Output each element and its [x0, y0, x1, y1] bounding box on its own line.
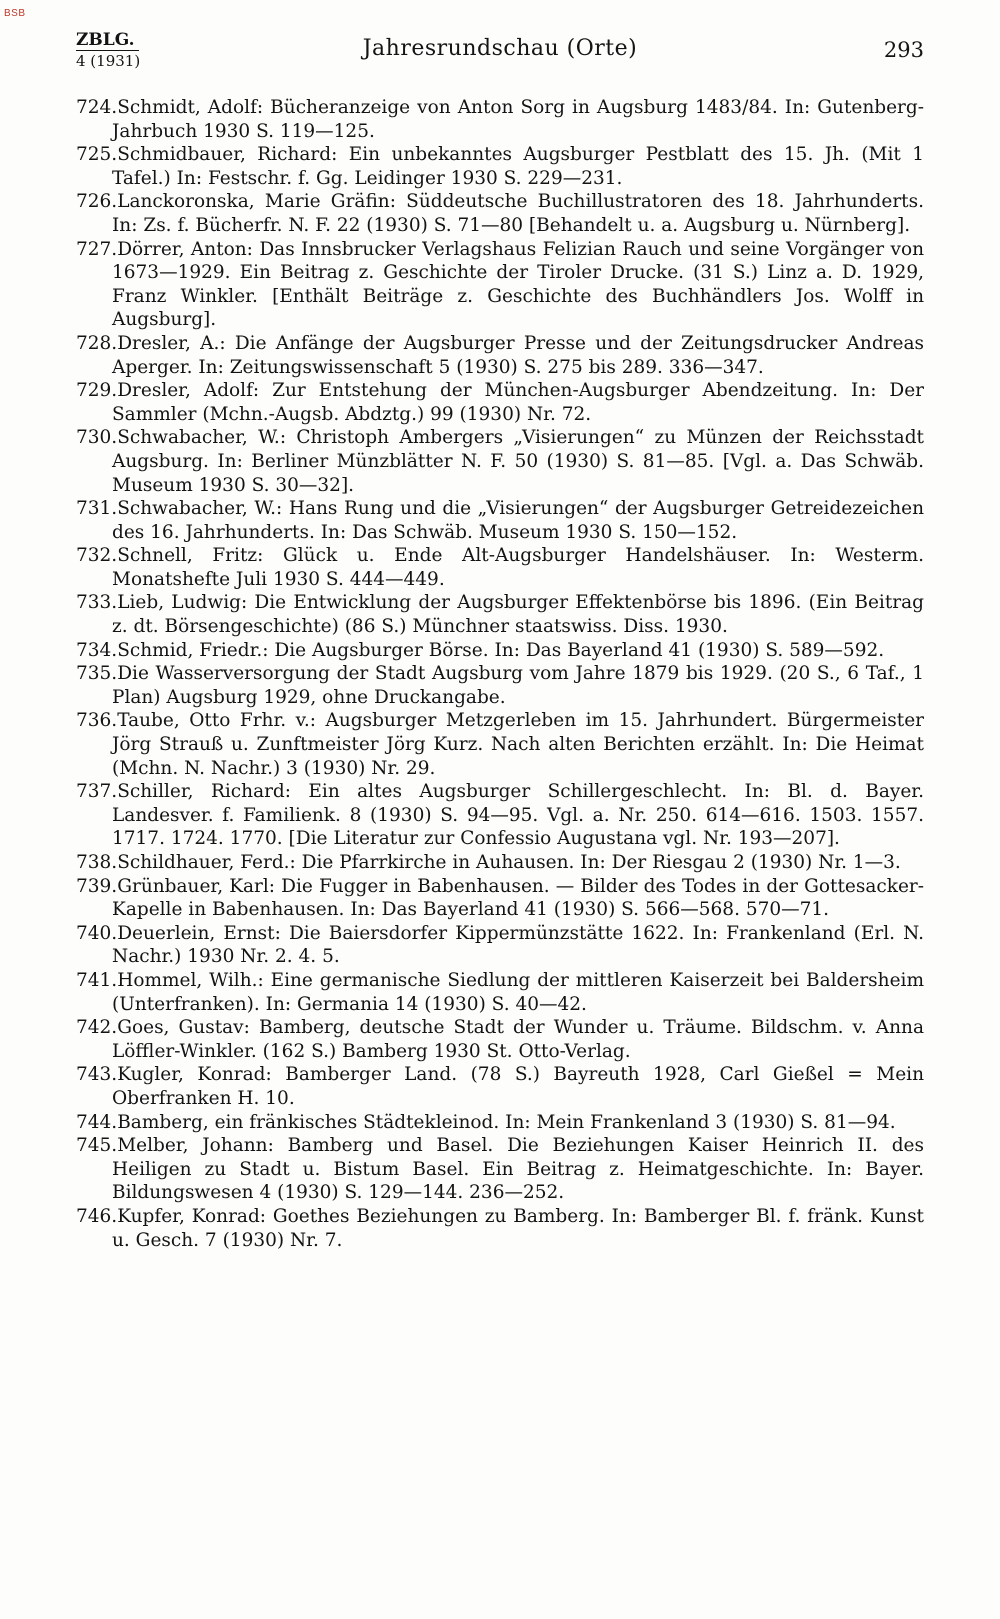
entry-number: 733.: [76, 592, 118, 614]
entry-text: Schnell, Fritz: Glück u. Ende Alt-Augsburger Handelshäuser. In: Westerm. Monatshefte Juli 1930 S. 444—449.: [112, 545, 924, 590]
bibliography-entry: [76, 1205, 924, 1252]
entry-text: Dresler, A.: Die Anfänge der Augsburger Presse und der Zeitungsdrucker Andreas Aperger. In: Zeitungswissenschaft 5 (1930) S. 275 bis 289. 336—347.: [112, 332, 924, 378]
page-number: 293: [883, 38, 924, 62]
bibliography-entry: [76, 662, 924, 709]
entry-number: 731.: [76, 498, 118, 520]
entry-number: 746.: [76, 1205, 118, 1227]
entry-text: Hommel, Wilh.: Eine germanische Siedlung der mittleren Kaiserzeit bei Baldersheim (Unterfranken). In: Germania 14 (1930) S. 40—42.: [112, 969, 924, 1015]
entry-text: Kugler, Konrad: Bamberger Land. (78 S.) Bayreuth 1928, Carl Gießel = Mein Oberfranken H. 10.: [112, 1064, 924, 1109]
bibliography-entry: [76, 591, 924, 638]
entry-text: Kupfer, Konrad: Goethes Beziehungen zu Bamberg. In: Bamberger Bl. f. fränk. Kunst u. Gesch. 7 (1930) Nr. 7.: [112, 1205, 924, 1251]
entry-text: Schwabacher, W.: Christoph Ambergers „Visierungen“ zu Münzen der Reichsstadt Augsburg. In: Berliner Münzblätter N. F. 50 (1930) S. 81—85. [Vgl. a. Das Schwäb. Museum 1930 S. 30—32].: [112, 427, 924, 496]
bibliography-entry: [76, 969, 924, 1016]
bibliography-entry: [76, 780, 924, 851]
entry-number: 735.: [76, 663, 118, 685]
bibliography-entry: [76, 1016, 924, 1063]
running-title: Jahresrundschau (Orte): [362, 36, 638, 61]
bibliography-entry: [76, 709, 924, 780]
journal-volume: 4 (1931): [76, 52, 141, 70]
bibliography-entry: [76, 379, 924, 426]
bibliography-entries: [76, 96, 924, 1516]
bibliography-entry: [76, 1063, 924, 1110]
bibliography-entry: [76, 190, 924, 237]
bibliography-entry: [76, 544, 924, 591]
bibliography-entry: [76, 639, 924, 663]
entry-text: Schmidbauer, Richard: Ein unbekanntes Augsburger Pestblatt des 15. Jh. (Mit 1 Tafel.) In: Festschr. f. Gg. Leidinger 1930 S. 229—231.: [112, 144, 924, 189]
entry-text: Lieb, Ludwig: Die Entwicklung der Augsburger Effektenbörse bis 1896. (Ein Beitrag z. dt. Börsengeschichte) (86 S.) Münchner staatswiss. Diss. 1930.: [112, 592, 924, 638]
entry-number: 741.: [76, 969, 118, 991]
entry-number: 724.: [76, 97, 118, 118]
entry-number: 732.: [76, 545, 118, 567]
entry-number: 736.: [76, 710, 118, 732]
entry-number: 739.: [76, 875, 118, 897]
bibliography-entry: [76, 922, 924, 969]
entry-text: Grünbauer, Karl: Die Fugger in Babenhausen. — Bilder des Todes in der Gottesacker-Kapelle in Babenhausen. In: Das Bayerland 41 (1930) S. 566—568. 570—71.: [112, 875, 924, 921]
entry-number: 725.: [76, 144, 118, 166]
entry-text: Goes, Gustav: Bamberg, deutsche Stadt der Wunder u. Träume. Bildschm. v. Anna Löffler-Winkler. (162 S.) Bamberg 1930 St. Otto-Verlag.: [112, 1017, 924, 1062]
bibliography-entry: [76, 1111, 924, 1135]
entry-number: 734.: [76, 639, 118, 661]
entry-text: Lanckoronska, Marie Gräfin: Süddeutsche Buchillustratoren des 18. Jahrhunderts. In: Zs. f. Bücherfr. N. F. 22 (1930) S. 71—80 [Behandelt u. a. Augsburg u. Nürnberg].: [112, 191, 924, 236]
bibliography-entry: [76, 851, 924, 875]
entry-number: 743.: [76, 1064, 118, 1086]
entry-text: Melber, Johann: Bamberg und Basel. Die Beziehungen Kaiser Heinrich II. des Heiligen zu Stadt u. Bistum Basel. Ein Beitrag z. Heimatgeschichte. In: Bayer. Bildungswesen 4 (1930) S. 129—144. 236—252.: [112, 1135, 924, 1204]
entry-number: 730.: [76, 427, 118, 449]
entry-text: Dörrer, Anton: Das Innsbrucker Verlagshaus Felizian Rauch und seine Vorgänger von 1673—1929. Ein Beitrag z. Geschichte der Tiroler Drucke. (31 S.) Linz a. D. 1929, Franz Winkler. [Enthält Beiträge z. Geschichte des Buchhändlers Jos. Wolff in Augsburg].: [112, 238, 924, 331]
bibliography-entry: [76, 332, 924, 379]
library-watermark: BSB: [4, 8, 26, 19]
bibliography-entry: [76, 96, 924, 143]
bibliography-entry: [76, 1134, 924, 1205]
entry-text: Schmidt, Adolf: Bücheranzeige von Anton Sorg in Augsburg 1483/84. In: Gutenberg-Jahrbuch 1930 S. 119—125.: [112, 97, 924, 142]
entry-text: Schiller, Richard: Ein altes Augsburger Schillergeschlecht. In: Bl. d. Bayer. Landesver. f. Familienk. 8 (1930) S. 94—95. Vgl. a. Nr. 250. 614—616. 1503. 1557. 1717. 1724. 1770. [Die Literatur zur Confessio Augustana vgl. Nr. 193—207].: [112, 781, 924, 850]
entry-text: Die Wasserversorgung der Stadt Augsburg vom Jahre 1879 bis 1929. (20 S., 6 Taf., 1 Plan) Augsburg 1929, ohne Druckangabe.: [112, 663, 924, 708]
entry-number: 728.: [76, 332, 118, 354]
bibliography-entry: [76, 875, 924, 922]
entry-number: 744.: [76, 1111, 118, 1133]
entry-number: 740.: [76, 922, 118, 944]
entry-number: 737.: [76, 781, 118, 803]
entry-number: 742.: [76, 1017, 118, 1039]
entry-text: Schildhauer, Ferd.: Die Pfarrkirche in Auhausen. In: Der Riesgau 2 (1930) Nr. 1—3.: [117, 852, 901, 873]
entry-text: Dresler, Adolf: Zur Entstehung der München-Augsburger Abendzeitung. In: Der Sammler (Mchn.-Augsb. Abdztg.) 99 (1930) Nr. 72.: [112, 380, 924, 425]
bibliography-entry: [76, 497, 924, 544]
entry-number: 738.: [76, 852, 118, 873]
entry-number: 745.: [76, 1135, 118, 1157]
entry-number: 726.: [76, 191, 118, 213]
entry-text: Schmid, Friedr.: Die Augsburger Börse. In: Das Bayerland 41 (1930) S. 589—592.: [117, 639, 885, 661]
entry-text: Deuerlein, Ernst: Die Baiersdorfer Kippermünzstätte 1622. In: Frankenland (Erl. N. Nachr.) 1930 Nr. 2. 4. 5.: [112, 922, 924, 968]
entry-text: Bamberg, ein fränkisches Städtekleinod. In: Mein Frankenland 3 (1930) S. 81—94.: [117, 1111, 896, 1133]
entry-number: 729.: [76, 380, 118, 402]
entry-text: Taube, Otto Frhr. v.: Augsburger Metzgerleben im 15. Jahrhundert. Bürgermeister Jörg Strauß u. Zunftmeister Jörg Kurz. Nach alten Berichten erzählt. In: Die Heimat (Mchn. N. Nachr.) 3 (1930) Nr. 29.: [112, 710, 924, 779]
bibliography-entry: [76, 238, 924, 332]
entry-text: Schwabacher, W.: Hans Rung und die „Visierungen“ der Augsburger Getreidezeichen des 16. Jahrhunderts. In: Das Schwäb. Museum 1930 S. 150—152.: [112, 498, 924, 543]
bibliography-entry: [76, 426, 924, 497]
page-header: [76, 30, 924, 74]
bibliography-entry: [76, 143, 924, 190]
entry-number: 727.: [76, 238, 118, 260]
journal-abbreviation: ZBLG.: [76, 30, 139, 51]
